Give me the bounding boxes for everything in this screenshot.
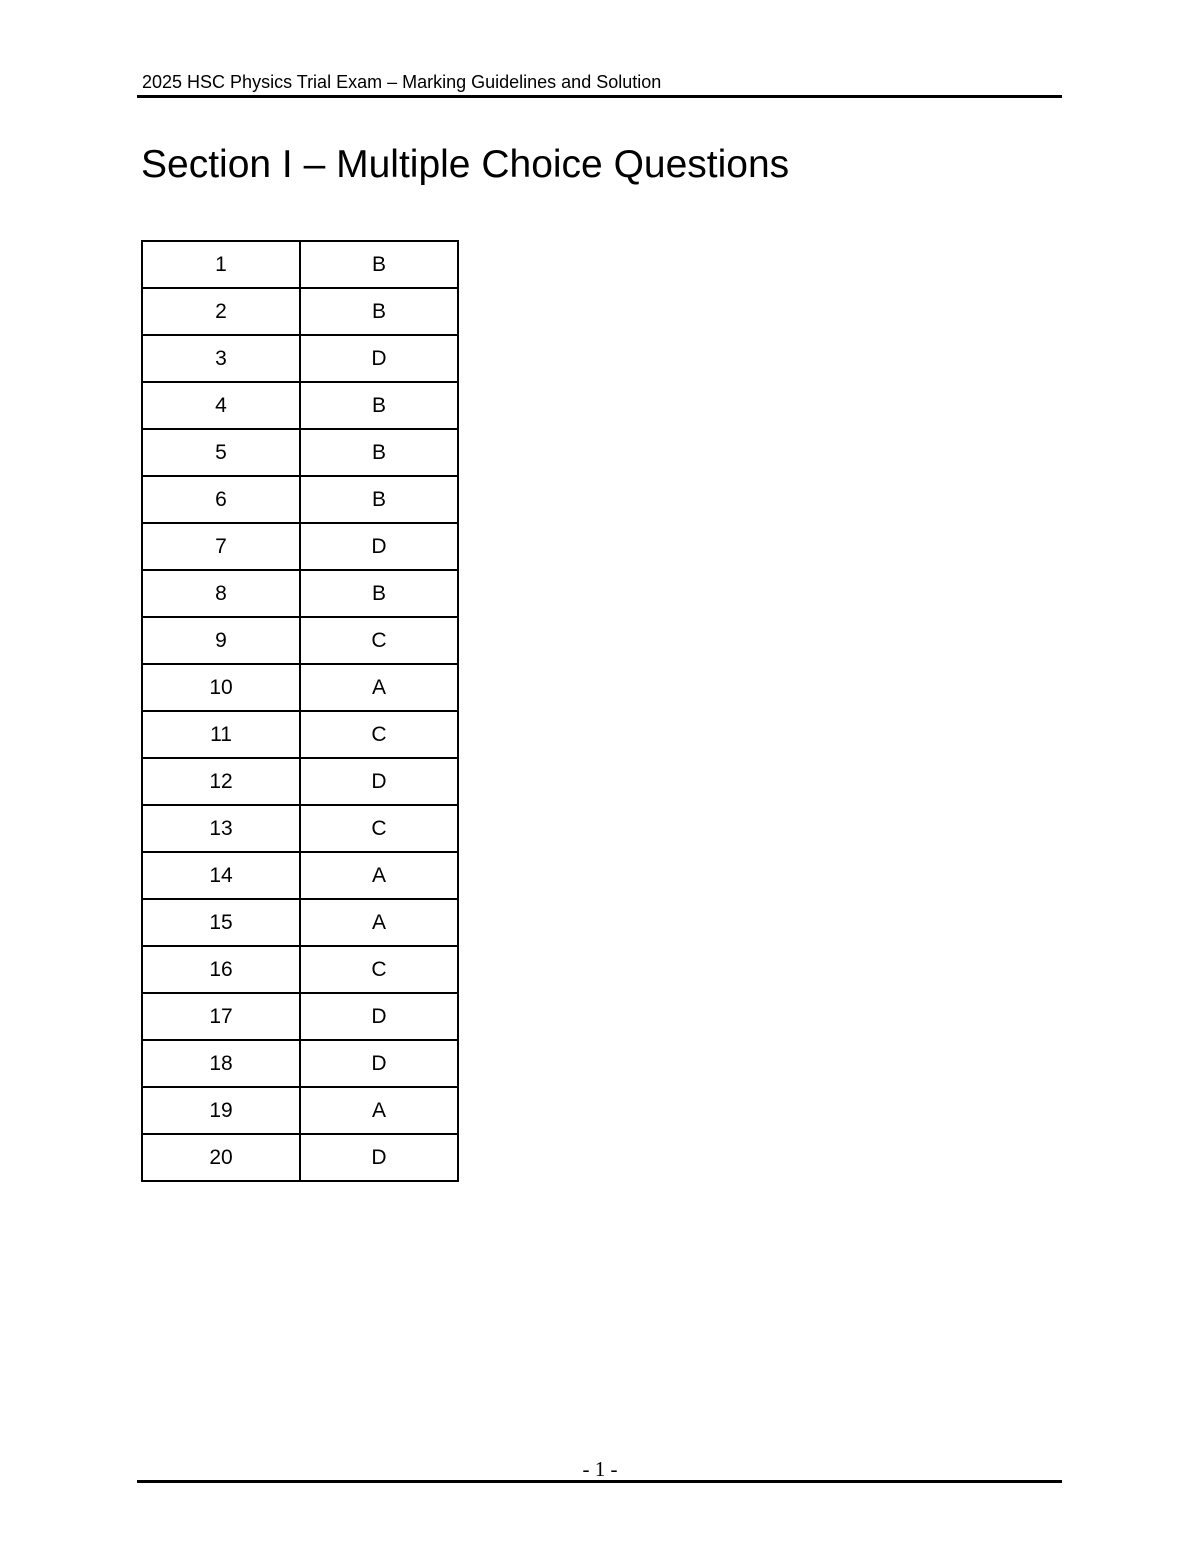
table-row bbox=[142, 288, 458, 335]
answer-cell: C bbox=[300, 617, 458, 664]
answer-cell: D bbox=[300, 1134, 458, 1181]
section-title: Section I – Multiple Choice Questions bbox=[141, 143, 790, 186]
table-row bbox=[142, 382, 458, 429]
answer-cell: C bbox=[300, 805, 458, 852]
answer-cell: A bbox=[300, 852, 458, 899]
answer-cell: D bbox=[300, 1040, 458, 1087]
answer-cell: A bbox=[300, 664, 458, 711]
question-number-cell: 6 bbox=[142, 476, 300, 523]
page-number: - 1 - bbox=[582, 1457, 618, 1481]
answer-table-body bbox=[142, 241, 458, 1181]
question-number-cell: 9 bbox=[142, 617, 300, 664]
question-number-cell: 10 bbox=[142, 664, 300, 711]
answer-cell: D bbox=[300, 523, 458, 570]
question-number-cell: 3 bbox=[142, 335, 300, 382]
table-row bbox=[142, 617, 458, 664]
answer-cell: B bbox=[300, 288, 458, 335]
table-row bbox=[142, 711, 458, 758]
table-row bbox=[142, 241, 458, 288]
question-number-cell: 12 bbox=[142, 758, 300, 805]
question-number-cell: 13 bbox=[142, 805, 300, 852]
table-row bbox=[142, 335, 458, 382]
table-row bbox=[142, 476, 458, 523]
answer-cell: B bbox=[300, 476, 458, 523]
answer-cell: D bbox=[300, 335, 458, 382]
question-number-cell: 8 bbox=[142, 570, 300, 617]
question-number-cell: 7 bbox=[142, 523, 300, 570]
answer-cell: C bbox=[300, 711, 458, 758]
answer-cell: B bbox=[300, 241, 458, 288]
question-number-cell: 11 bbox=[142, 711, 300, 758]
answer-cell: D bbox=[300, 993, 458, 1040]
answer-cell: B bbox=[300, 382, 458, 429]
question-number-cell: 4 bbox=[142, 382, 300, 429]
answer-cell: C bbox=[300, 946, 458, 993]
question-number-cell: 19 bbox=[142, 1087, 300, 1134]
table-row bbox=[142, 429, 458, 476]
answer-cell: B bbox=[300, 429, 458, 476]
footer-rule bbox=[137, 1480, 1062, 1483]
question-number-cell: 14 bbox=[142, 852, 300, 899]
table-row bbox=[142, 570, 458, 617]
answer-cell: A bbox=[300, 1087, 458, 1134]
answer-cell: D bbox=[300, 758, 458, 805]
question-number-cell: 2 bbox=[142, 288, 300, 335]
table-row bbox=[142, 523, 458, 570]
table-row bbox=[142, 758, 458, 805]
running-header: 2025 HSC Physics Trial Exam – Marking Guidelines and Solution bbox=[142, 72, 662, 92]
table-row bbox=[142, 1040, 458, 1087]
question-number-cell: 1 bbox=[142, 241, 300, 288]
question-number-cell: 5 bbox=[142, 429, 300, 476]
answer-cell: B bbox=[300, 570, 458, 617]
table-row bbox=[142, 1134, 458, 1181]
table-row bbox=[142, 899, 458, 946]
table-row bbox=[142, 852, 458, 899]
table-row bbox=[142, 946, 458, 993]
answer-cell: A bbox=[300, 899, 458, 946]
question-number-cell: 16 bbox=[142, 946, 300, 993]
table-row bbox=[142, 805, 458, 852]
question-number-cell: 18 bbox=[142, 1040, 300, 1087]
header-rule bbox=[137, 95, 1062, 98]
table-row bbox=[142, 664, 458, 711]
table-row bbox=[142, 993, 458, 1040]
question-number-cell: 15 bbox=[142, 899, 300, 946]
question-number-cell: 17 bbox=[142, 993, 300, 1040]
answer-table bbox=[141, 240, 459, 1182]
question-number-cell: 20 bbox=[142, 1134, 300, 1181]
table-row bbox=[142, 1087, 458, 1134]
